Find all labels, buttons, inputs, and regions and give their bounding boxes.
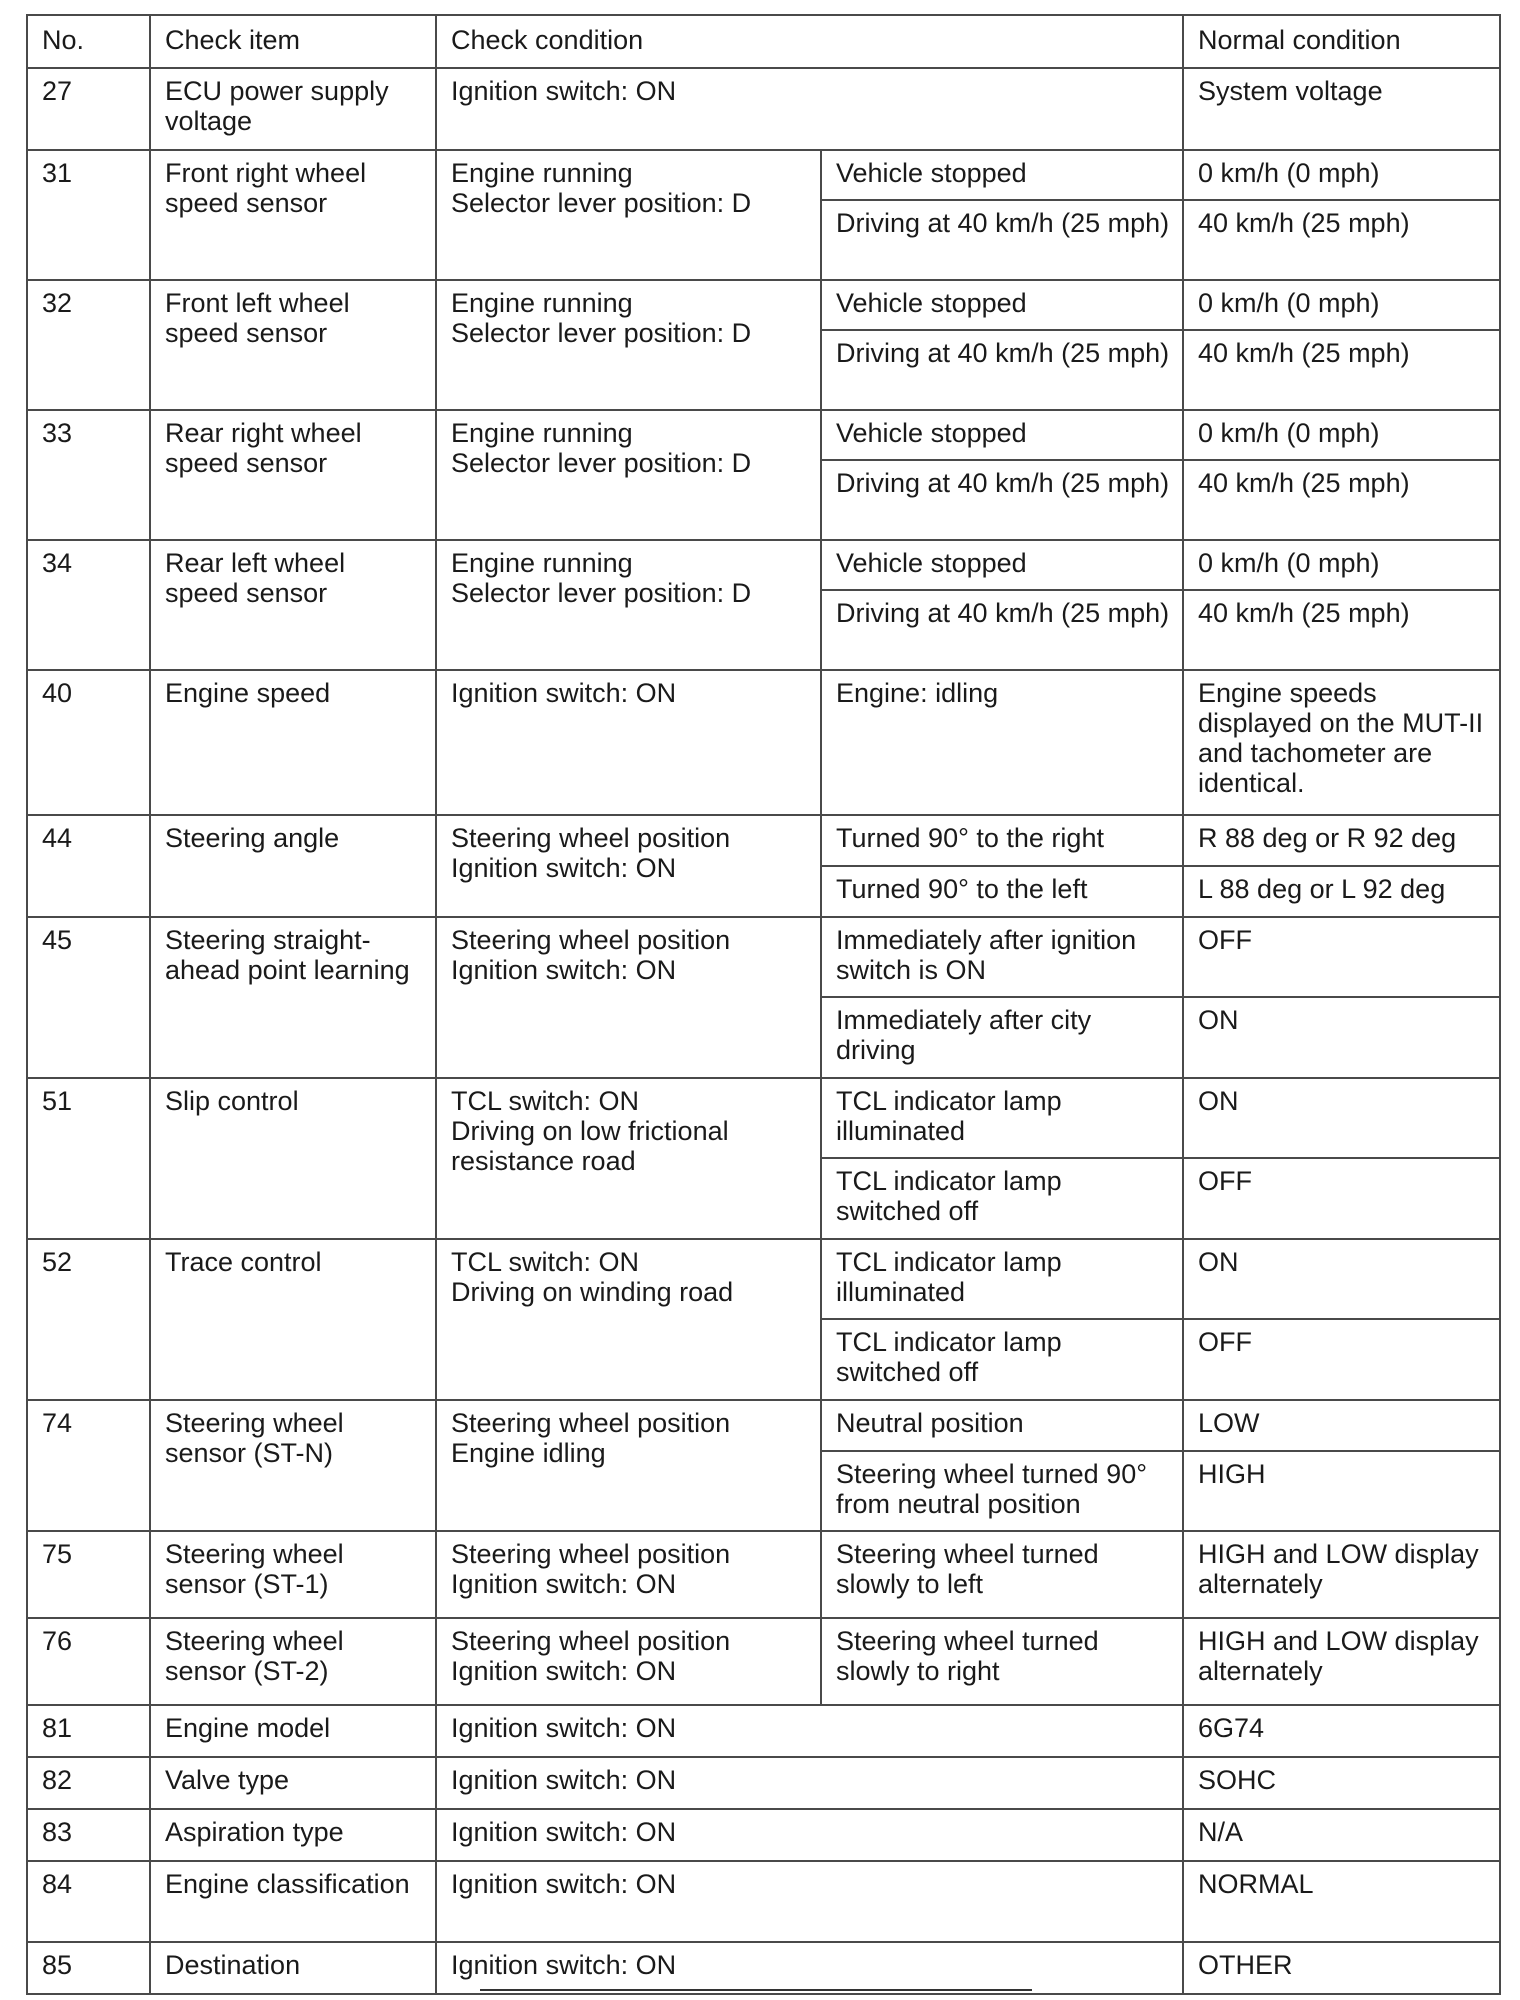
condition-line: Engine running	[451, 158, 633, 188]
normal-condition: ON	[1183, 997, 1500, 1078]
table-row	[27, 1809, 1500, 1861]
normal-condition: HIGH and LOW display alternately	[1183, 1531, 1500, 1618]
check-condition	[436, 410, 821, 540]
normal-condition: SOHC	[1183, 1757, 1500, 1809]
header-check-condition: Check condition	[436, 15, 1183, 68]
table-row	[27, 1531, 1500, 1618]
check-condition: Ignition switch: ON	[436, 1861, 1183, 1942]
condition-line: Selector lever position: D	[451, 188, 752, 218]
sub-condition: Steering wheel turned 90° from neutral position	[821, 1451, 1183, 1531]
check-item: Engine speed	[150, 670, 436, 815]
table-row	[27, 540, 1500, 590]
table-row	[27, 1705, 1500, 1757]
sub-condition: Vehicle stopped	[821, 280, 1183, 330]
check-item: Steering straight-ahead point learning	[150, 917, 436, 1078]
header-no: No.	[27, 15, 150, 68]
row-number: 31	[27, 150, 150, 280]
check-condition: Ignition switch: ON	[436, 1705, 1183, 1757]
row-number: 51	[27, 1078, 150, 1239]
sub-condition: Immediately after city driving	[821, 997, 1183, 1078]
condition-line: TCL switch: ON	[451, 1086, 640, 1116]
sub-condition: Vehicle stopped	[821, 540, 1183, 590]
sub-condition: Steering wheel turned slowly to left	[821, 1531, 1183, 1618]
condition-line: TCL switch: ON	[451, 1247, 640, 1277]
sub-condition: TCL indicator lamp switched off	[821, 1319, 1183, 1400]
check-item: Aspiration type	[150, 1809, 436, 1861]
check-condition: Ignition switch: ON	[436, 1757, 1183, 1809]
condition-line: Selector lever position: D	[451, 448, 752, 478]
check-condition: Ignition switch: ON	[436, 1809, 1183, 1861]
row-number: 76	[27, 1618, 150, 1705]
table-header-row	[27, 15, 1500, 68]
check-item: Front right wheel speed sensor	[150, 150, 436, 280]
header-normal-condition: Normal condition	[1183, 15, 1500, 68]
condition-line: Driving on low frictional resistance road	[451, 1116, 729, 1176]
check-item: Destination	[150, 1942, 436, 1994]
normal-condition: OFF	[1183, 917, 1500, 997]
condition-line: Steering wheel position	[451, 1539, 731, 1569]
check-item: Slip control	[150, 1078, 436, 1239]
condition-line: Steering wheel position	[451, 823, 731, 853]
row-number: 34	[27, 540, 150, 670]
sub-condition: Vehicle stopped	[821, 410, 1183, 460]
sub-condition: TCL indicator lamp illuminated	[821, 1239, 1183, 1319]
check-item: Steering wheel sensor (ST-2)	[150, 1618, 436, 1705]
condition-line: Ignition switch: ON	[451, 1656, 677, 1686]
condition-line: Steering wheel position	[451, 1626, 731, 1656]
normal-condition: ON	[1183, 1078, 1500, 1158]
row-number: 40	[27, 670, 150, 815]
sub-condition: Vehicle stopped	[821, 150, 1183, 200]
table-row	[27, 68, 1500, 150]
row-number: 32	[27, 280, 150, 410]
check-condition	[436, 1239, 821, 1400]
check-item: Valve type	[150, 1757, 436, 1809]
sub-condition: Driving at 40 km/h (25 mph)	[821, 330, 1183, 410]
check-condition	[436, 1618, 821, 1705]
row-number: 81	[27, 1705, 150, 1757]
check-item: Steering angle	[150, 815, 436, 917]
normal-condition: HIGH and LOW display alternately	[1183, 1618, 1500, 1705]
table-row	[27, 917, 1500, 997]
normal-condition: NORMAL	[1183, 1861, 1500, 1942]
normal-condition: System voltage	[1183, 68, 1500, 150]
check-item: Steering wheel sensor (ST-1)	[150, 1531, 436, 1618]
condition-line: Selector lever position: D	[451, 578, 752, 608]
table-row	[27, 150, 1500, 200]
check-item: Front left wheel speed sensor	[150, 280, 436, 410]
condition-line: Selector lever position: D	[451, 318, 752, 348]
check-condition	[436, 815, 821, 917]
normal-condition: ON	[1183, 1239, 1500, 1319]
check-item: Rear right wheel speed sensor	[150, 410, 436, 540]
condition-line: Ignition switch: ON	[451, 955, 677, 985]
check-condition: Ignition switch: ON	[436, 1942, 1183, 1994]
footer-divider	[480, 1989, 1032, 1991]
row-number: 75	[27, 1531, 150, 1618]
table-row	[27, 1861, 1500, 1942]
normal-condition: LOW	[1183, 1400, 1500, 1451]
row-number: 83	[27, 1809, 150, 1861]
sub-condition: Turned 90° to the left	[821, 866, 1183, 917]
condition-line: Driving on winding road	[451, 1277, 734, 1307]
normal-condition: L 88 deg or L 92 deg	[1183, 866, 1500, 917]
check-condition	[436, 1078, 821, 1239]
condition-line: Engine running	[451, 418, 633, 448]
table-row	[27, 1618, 1500, 1705]
row-number: 74	[27, 1400, 150, 1531]
normal-condition: OTHER	[1183, 1942, 1500, 1994]
row-number: 44	[27, 815, 150, 917]
normal-condition: OFF	[1183, 1319, 1500, 1400]
row-number: 27	[27, 68, 150, 150]
table-row	[27, 280, 1500, 330]
condition-line: Engine idling	[451, 1438, 606, 1468]
row-number: 82	[27, 1757, 150, 1809]
row-number: 85	[27, 1942, 150, 1994]
sub-condition: Driving at 40 km/h (25 mph)	[821, 460, 1183, 540]
sub-condition: Steering wheel turned slowly to right	[821, 1618, 1183, 1705]
table-row	[27, 1239, 1500, 1319]
condition-line: Ignition switch: ON	[451, 1569, 677, 1599]
condition-line: Steering wheel position	[451, 925, 731, 955]
check-condition	[436, 1531, 821, 1618]
row-number: 84	[27, 1861, 150, 1942]
normal-condition: 40 km/h (25 mph)	[1183, 590, 1500, 670]
normal-condition: 0 km/h (0 mph)	[1183, 150, 1500, 200]
check-condition	[436, 540, 821, 670]
normal-condition: 40 km/h (25 mph)	[1183, 330, 1500, 410]
sub-condition: Driving at 40 km/h (25 mph)	[821, 590, 1183, 670]
sub-condition: Neutral position	[821, 1400, 1183, 1451]
normal-condition: Engine speeds displayed on the MUT-II and tachometer are identical.	[1183, 670, 1500, 815]
normal-condition: R 88 deg or R 92 deg	[1183, 815, 1500, 866]
normal-condition: 0 km/h (0 mph)	[1183, 540, 1500, 590]
sub-condition: TCL indicator lamp switched off	[821, 1158, 1183, 1239]
header-check-item: Check item	[150, 15, 436, 68]
sub-condition: Engine: idling	[821, 670, 1183, 815]
row-number: 52	[27, 1239, 150, 1400]
table-row	[27, 410, 1500, 460]
table-row	[27, 670, 1500, 815]
table-row	[27, 1400, 1500, 1451]
check-condition: Ignition switch: ON	[436, 670, 821, 815]
check-item: Engine model	[150, 1705, 436, 1757]
row-number: 33	[27, 410, 150, 540]
table-row	[27, 1942, 1500, 1994]
check-condition	[436, 917, 821, 1078]
check-item: Rear left wheel speed sensor	[150, 540, 436, 670]
check-item: ECU power supply voltage	[150, 68, 436, 150]
check-condition	[436, 150, 821, 280]
check-item: Trace control	[150, 1239, 436, 1400]
normal-condition: 40 km/h (25 mph)	[1183, 200, 1500, 280]
condition-line: Ignition switch: ON	[451, 853, 677, 883]
sub-condition: TCL indicator lamp illuminated	[821, 1078, 1183, 1158]
condition-line: Steering wheel position	[451, 1408, 731, 1438]
table-row	[27, 1078, 1500, 1158]
sub-condition: Immediately after ignition switch is ON	[821, 917, 1183, 997]
check-condition	[436, 280, 821, 410]
normal-condition: 0 km/h (0 mph)	[1183, 280, 1500, 330]
check-item-table	[26, 14, 1501, 1995]
normal-condition: OFF	[1183, 1158, 1500, 1239]
normal-condition: 40 km/h (25 mph)	[1183, 460, 1500, 540]
normal-condition: N/A	[1183, 1809, 1500, 1861]
check-item: Steering wheel sensor (ST-N)	[150, 1400, 436, 1531]
check-condition	[436, 1400, 821, 1531]
normal-condition: HIGH	[1183, 1451, 1500, 1531]
sub-condition: Turned 90° to the right	[821, 815, 1183, 866]
normal-condition: 6G74	[1183, 1705, 1500, 1757]
table-row	[27, 1757, 1500, 1809]
table-row	[27, 815, 1500, 866]
condition-line: Engine running	[451, 288, 633, 318]
row-number: 45	[27, 917, 150, 1078]
check-item: Engine classification	[150, 1861, 436, 1942]
sub-condition: Driving at 40 km/h (25 mph)	[821, 200, 1183, 280]
condition-line: Engine running	[451, 548, 633, 578]
normal-condition: 0 km/h (0 mph)	[1183, 410, 1500, 460]
check-condition: Ignition switch: ON	[436, 68, 1183, 150]
